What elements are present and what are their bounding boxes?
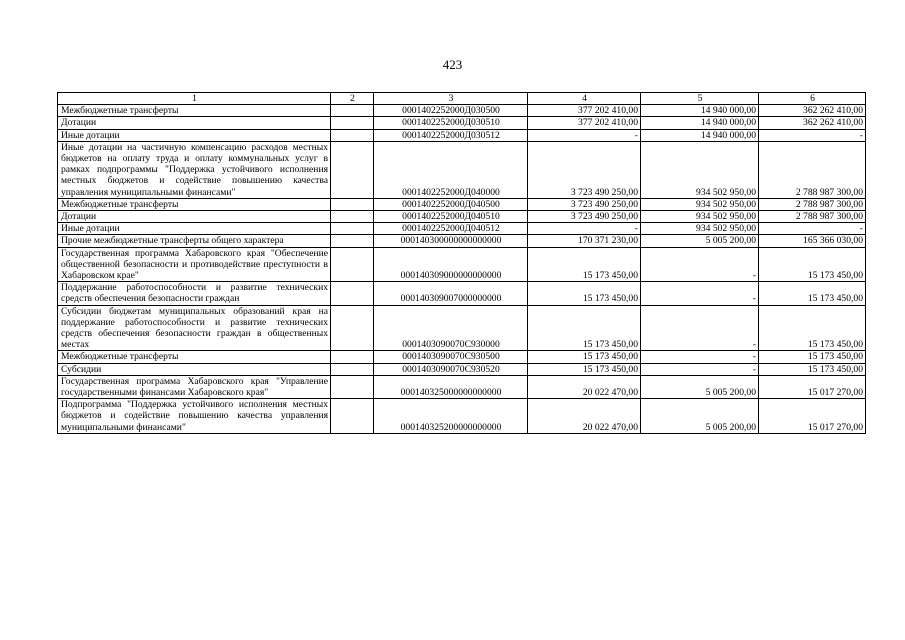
row-col2-cell — [331, 198, 374, 210]
table-row — [58, 375, 866, 398]
row-value-col5: 934 502 950,00 — [641, 141, 759, 198]
column-header: 5 — [641, 93, 759, 105]
row-col2-cell — [331, 211, 374, 223]
row-value-col6: 362 262 410,00 — [759, 117, 866, 129]
row-value-col4: 377 202 410,00 — [528, 105, 641, 117]
row-col2-cell — [331, 282, 374, 305]
row-name-cell: Иные дотации — [58, 223, 331, 235]
row-value-col6: 2 788 987 300,00 — [759, 211, 866, 223]
row-name-cell: Подпрограмма "Поддержка устойчивого исполнения местных бюджетов и содействие повышению качества управления муниципальными финансами" — [58, 399, 331, 434]
row-code-cell: 0001402252000Д030500 — [374, 105, 528, 117]
row-value-col5: 934 502 950,00 — [641, 198, 759, 210]
row-value-col5: - — [641, 282, 759, 305]
table-row — [58, 129, 866, 141]
row-code-cell: 0001402252000Д040000 — [374, 141, 528, 198]
row-code-cell: 0001402252000Д030510 — [374, 117, 528, 129]
row-value-col6: - — [759, 223, 866, 235]
page-number: 423 — [442, 57, 463, 72]
row-value-col4: 20 022 470,00 — [528, 375, 641, 398]
row-value-col4: 15 173 450,00 — [528, 351, 641, 363]
row-col2-cell — [331, 375, 374, 398]
row-code-cell: 000140300000000000000 — [374, 235, 528, 247]
row-value-col4: 15 173 450,00 — [528, 305, 641, 351]
table-row — [58, 223, 866, 235]
row-code-cell: 0001402252000Д040500 — [374, 198, 528, 210]
row-col2-cell — [331, 247, 374, 282]
row-value-col6: 15 017 270,00 — [759, 375, 866, 398]
table-row — [58, 282, 866, 305]
row-value-col4: 170 371 230,00 — [528, 235, 641, 247]
table-row — [58, 211, 866, 223]
row-value-col5: - — [641, 305, 759, 351]
row-col2-cell — [331, 351, 374, 363]
row-code-cell: 0001402252000Д040510 — [374, 211, 528, 223]
row-name-cell: Межбюджетные трансферты — [58, 198, 331, 210]
row-name-cell: Иные дотации — [58, 129, 331, 141]
row-value-col5: 934 502 950,00 — [641, 223, 759, 235]
column-header: 4 — [528, 93, 641, 105]
row-name-cell: Дотации — [58, 117, 331, 129]
row-name-cell: Дотации — [58, 211, 331, 223]
column-header: 6 — [759, 93, 866, 105]
column-header: 3 — [374, 93, 528, 105]
row-name-cell: Прочие межбюджетные трансферты общего характера — [58, 235, 331, 247]
table-header-row — [58, 93, 866, 105]
row-value-col4: - — [528, 223, 641, 235]
row-value-col4: 3 723 490 250,00 — [528, 198, 641, 210]
row-value-col4: - — [528, 129, 641, 141]
row-name-cell: Межбюджетные трансферты — [58, 105, 331, 117]
row-code-cell: 0001403090070С930500 — [374, 351, 528, 363]
row-name-cell: Государственная программа Хабаровского края "Обеспечение общественной безопасности и противодействие преступности в Хабаровском крае" — [58, 247, 331, 282]
row-name-cell: Иные дотации на частичную компенсацию расходов местных бюджетов на оплату труда и оплату коммунальных услуг в рамках подпрограммы "Поддержка устойчивого исполнения местных бюджетов и содействие повышению качества управления муниципальными финансами" — [58, 141, 331, 198]
row-value-col4: 3 723 490 250,00 — [528, 211, 641, 223]
row-value-col6: 165 366 030,00 — [759, 235, 866, 247]
row-col2-cell — [331, 223, 374, 235]
row-col2-cell — [331, 363, 374, 375]
row-col2-cell — [331, 105, 374, 117]
row-value-col6: 15 173 450,00 — [759, 351, 866, 363]
row-code-cell: 000140309007000000000 — [374, 282, 528, 305]
row-value-col5: 14 940 000,00 — [641, 117, 759, 129]
row-code-cell: 000140325000000000000 — [374, 375, 528, 398]
row-name-cell: Государственная программа Хабаровского края "Управление государственными финансами Хабаровского края" — [58, 375, 331, 398]
table-row — [58, 399, 866, 434]
row-code-cell: 000140325200000000000 — [374, 399, 528, 434]
row-value-col5: - — [641, 363, 759, 375]
row-value-col4: 15 173 450,00 — [528, 247, 641, 282]
table-row — [58, 363, 866, 375]
row-code-cell: 0001402252000Д040512 — [374, 223, 528, 235]
row-name-cell: Субсидии бюджетам муниципальных образований края на поддержание работоспособности и развитие технических средств обеспечения безопасности граждан в общественных местах — [58, 305, 331, 351]
column-header: 1 — [58, 93, 331, 105]
row-code-cell: 0001402252000Д030512 — [374, 129, 528, 141]
row-value-col6: 2 788 987 300,00 — [759, 141, 866, 198]
row-value-col4: 15 173 450,00 — [528, 282, 641, 305]
row-value-col6: 15 173 450,00 — [759, 247, 866, 282]
row-value-col5: 934 502 950,00 — [641, 211, 759, 223]
row-value-col6: 362 262 410,00 — [759, 105, 866, 117]
table-row — [58, 141, 866, 198]
row-value-col5: 14 940 000,00 — [641, 105, 759, 117]
table-row — [58, 351, 866, 363]
row-value-col4: 15 173 450,00 — [528, 363, 641, 375]
row-value-col6: 15 017 270,00 — [759, 399, 866, 434]
row-value-col5: 5 005 200,00 — [641, 399, 759, 434]
budget-table — [57, 92, 866, 434]
row-code-cell: 0001403090070С930000 — [374, 305, 528, 351]
row-value-col5: 14 940 000,00 — [641, 129, 759, 141]
table-row — [58, 117, 866, 129]
table-row — [58, 235, 866, 247]
row-col2-cell — [331, 129, 374, 141]
row-value-col6: 15 173 450,00 — [759, 305, 866, 351]
row-col2-cell — [331, 399, 374, 434]
row-value-col6: 2 788 987 300,00 — [759, 198, 866, 210]
column-header: 2 — [331, 93, 374, 105]
table-row — [58, 105, 866, 117]
row-value-col4: 3 723 490 250,00 — [528, 141, 641, 198]
row-col2-cell — [331, 141, 374, 198]
table-row — [58, 198, 866, 210]
row-name-cell: Межбюджетные трансферты — [58, 351, 331, 363]
row-value-col5: 5 005 200,00 — [641, 235, 759, 247]
table-row — [58, 247, 866, 282]
row-col2-cell — [331, 235, 374, 247]
row-value-col5: 5 005 200,00 — [641, 375, 759, 398]
row-value-col4: 377 202 410,00 — [528, 117, 641, 129]
row-value-col5: - — [641, 351, 759, 363]
row-value-col6: 15 173 450,00 — [759, 282, 866, 305]
row-code-cell: 0001403090070С930520 — [374, 363, 528, 375]
row-name-cell: Субсидии — [58, 363, 331, 375]
row-value-col4: 20 022 470,00 — [528, 399, 641, 434]
row-col2-cell — [331, 305, 374, 351]
row-code-cell: 000140309000000000000 — [374, 247, 528, 282]
table-row — [58, 305, 866, 351]
row-col2-cell — [331, 117, 374, 129]
row-value-col5: - — [641, 247, 759, 282]
row-value-col6: 15 173 450,00 — [759, 363, 866, 375]
row-value-col6: - — [759, 129, 866, 141]
row-name-cell: Поддержание работоспособности и развитие технических средств обеспечения безопасности граждан — [58, 282, 331, 305]
